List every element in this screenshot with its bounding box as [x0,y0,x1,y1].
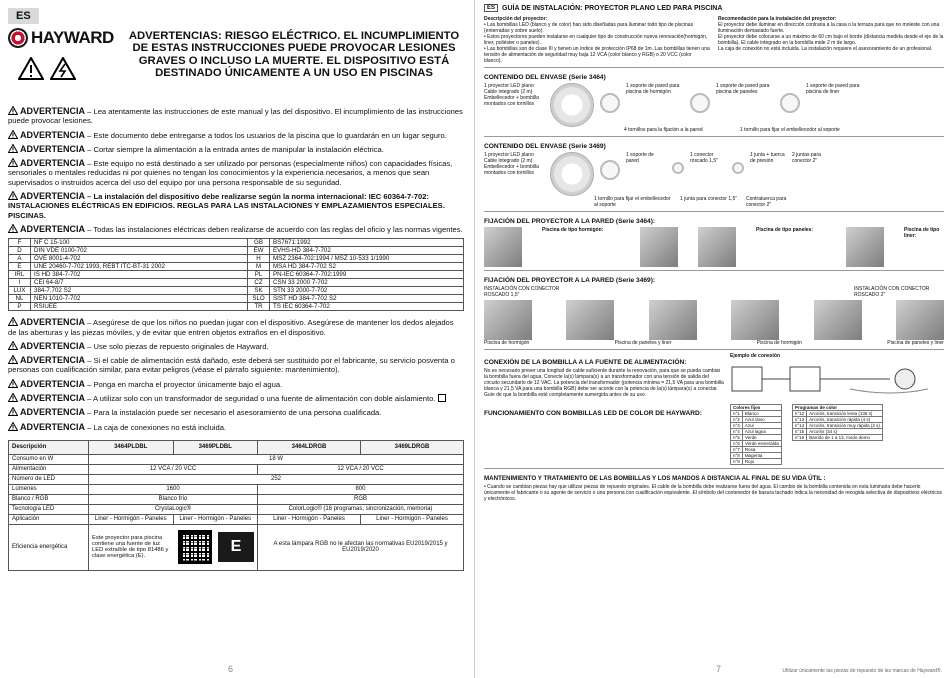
table-row: Eficiencia energética Este proyector para piscina contiene una fuente de luz LED extraíble de tipo 81486 y clase energética (E). E A esta lámpara RGB no le afectan las normativas EU2019/2015 y EU2019/2020 [9,524,464,570]
country-code: NL [9,295,31,303]
standard-ref: 384-7.702 S2 [31,287,248,295]
kit-3464: 1 proyector LED plano Cable integrado (2 m) Embellecedor + bombilla montados con tornillos 1 soporte de pared para piscina de hormigón 1 soporte de pared para piscina de paneles 1 soporte de pared para piscina de liner [484,83,944,127]
warning-icon [8,422,18,431]
connector-1-5 [672,162,684,174]
warning-icon [8,407,18,416]
warning-item: ADVERTENCIA – Cortar siempre la alimentación a la entrada antes de manipular la instalación eléctrica. [8,144,464,154]
standard-ref: IS HD 384-7-702 [31,271,248,279]
standard-ref: TS IEC 60364-7-702 [270,303,464,311]
warning-icon [8,144,18,153]
standards-row [9,263,464,271]
country-code: M [248,263,270,271]
section-title: CONTENIDO DEL ENVASE (Serie 3464) [484,74,606,81]
warning-item: ADVERTENCIA – La instalación del dispositivo debe realizarse según la norma internacional: IEC 60364-7-702: INSTALACIONES ELÉCTRICAS EN EDIFICIOS. REGLAS PARA LAS INSTALACIONES Y EMPLAZAMIENTOS ESPECIALES. PISCINAS. [8,191,445,220]
standard-ref: MSA HD 384-7-702 S2 [270,263,464,271]
page-number: 7 [716,664,722,674]
hayward-logo-icon [8,28,28,48]
description-block: Descripción del proyector: • Las bombillas LED (blanco y de color) han sido diseñadas para iluminar todo tipo de piscinas (enterradas y sobre suelo). • Estos proyectores pueden instalarse en cualquier tipo de construcción nueva renovación(hormigón, liner, poliéster o paneles). • Las bombillas son de clase III y tienen un índice de protección IP68 de 1m. Las bombillas tienen una tensión de alimentación de seguridad muy baja 12 VCA (color blanco y RGB) o 20 VCC (color blanco). Recomendación para la instalación del proyector: El proyector debe iluminar en dirección contraria a la casa o la terraza para que no moleste con una iluminación demasiado fuerte. El proyector debe colocarse a un máximo de 60 cm bajo el borde (distancia medida desde el eje de la bombilla). El cable integrado en la bombilla mide 2 m de largo. La caja de conexión no está incluida. La instalación requiere el asesoramiento de un profesional. [484,16,944,64]
standard-ref: DIN VDE 0100-702 [31,247,248,255]
country-code: P [9,303,31,311]
wall-support [600,160,620,180]
standard-ref: NEN 1010-7-702 [31,295,248,303]
standards-row [9,239,464,247]
table-row: Aplicación Liner - Hormigón - Paneles Liner - Hormigón - Paneles Liner - Hormigón - Paneles Liner - Hormigón - Paneles [9,514,464,524]
connection-block: CONEXIÓN DE LA BOMBILLA A LA FUENTE DE ALIMENTACIÓN: No es necesario prever una longitud de cable suficiente durante la renovación, para que se pueda cambiar la bombilla fuera del agua. Conecte la(s) lámpara(s) a un transformador con una tensión de salida del circuito secundario de 12 VAC. La potencia del transformador (potencia mínima = 21,5 VA para una bombilla blanca y 21,5 VA para una bombilla RGB) debe ser acorde con la potencia de la(s) lámpara(s) a conectar. Guíe de que la bombilla esté completamente sumergida antes de su uso. Ejemplo de conexión [484,353,944,404]
standards-row [9,303,464,311]
lamp-image [550,83,594,127]
section-title: FUNCIONAMIENTO CON BOMBILLAS LED DE COLOR DE HAYWARD: [484,410,702,417]
country-code: CZ [248,279,270,287]
standard-ref: UNE 20460-7-702 1993, REBT ITC-BT-31 2002 [31,263,248,271]
kit-3469: 1 proyector LED plano Cable integrado (2 m) Embellecedor + bombilla montados con tornillos 1 soporte de pared 1 conector roscado 1,5" 1 junta + tuerca de presión 2 juntas para conector 2" [484,152,944,196]
warnings-top [8,106,464,234]
country-code: D [9,247,31,255]
energy-class-label: E [218,532,254,562]
rgb-note: A esta lámpara RGB no le afectan las normativas EU2019/2015 y EU2019/2020 [258,524,464,570]
warning-icon [8,379,18,388]
country-code: IRL [9,271,31,279]
page-divider [474,0,475,678]
standards-row [9,247,464,255]
warning-icon [8,224,18,233]
right-page: ES GUÍA DE INSTALACIÓN: PROYECTOR PLANO LED PARA PISCINA Descripción del proyector: • Las bombillas LED (blanco y de color) han sido diseñadas para iluminar todo tipo de piscinas (enterradas y sobre suelo). • Estos proyectores pueden instalarse en cualquier tipo de construcción nueva renovación(hormigón, liner, poliéster o paneles). • Las bombillas son de clase III y tienen un índice de protección IP68 de 1m. Las bombillas tienen una tensión de alimentación de seguridad muy baja 12 VCA (color blanco y RGB) o 20 VCC (color blanco). Recomendación para la instalación del proyector: El proyector debe iluminar en dirección contraria a la casa o la terraza para que no moleste con una iluminación demasiado fuerte. El proyector debe colocarse a un máximo de 60 cm bajo el borde (distancia medida desde el eje de la bombilla). El cable integrado en la bombilla mide 2 m de largo. La caja de conexión no está incluida. La instalación requiere el asesoramiento de un profesional. CONTENIDO DEL ENVASE (Serie 3464) 1 proyector LED plano Cable integrado (2 m) Embellecedor + bombilla montados con tornillos 1 soporte de pared para piscina de hormigón 1 soporte de pared para piscina de paneles 1 soporte de pared para piscina de liner 4 tornillos para la fijación a la pared 1 tornillo para fijar el embellecedor al soporte CONTENIDO DEL ENVASE (Serie 3469) 1 proyector LED plano Cable integrado (2 m) Embellecedor + bombilla montados con tornillos 1 soporte de pared 1 conector roscado 1,5" 1 junta + tuerca de presión 2 juntas para conector 2" 1 tornillo para fijar el embellecedor al soporte 1 junta para conector 1,5" Contratuerca para conector 2" FIJACIÓN DEL PROYECTOR A LA PARED (Serie 3464): Piscina de tipo hormigón: Piscina de tipo paneles: Piscina de tipo liner: FIJACIÓN DEL PROYECTOR A LA PARED (Serie 3469): INSTALACIÓN CON CONECTOR ROSCADO 1,5" INSTALACIÓN CON CONECTOR ROSCADO 2" Piscina de hormigón Piscina de paneles y liner Piscina de hormigón Piscina de paneles y liner CONEXIÓN DE LA BOMBILLA A LA FUENTE DE ALIMENTACIÓN: No es necesario prever una longitud de cable suficiente durante la renovación, para que se pueda cambiar la bombilla fuera del agua. Conecte la(s) lámpara(s) a un transformador con una tensión de salida del circuito secundario de 12 VAC. La potencia del transformador (potencia mínima = 21,5 VA para una bombilla blanca y 21,5 VA para una bombilla RGB) debe ser acorde con la potencia de la(s) lámpara(s) a conectar. Guíe de que la bombilla esté completamente sumergida antes de su uso. Ejemplo de conexión FUNCIONAMIENTO CON BOMBILLAS LED DE COLOR DE HAYWARD: Colores fijos n°1 Blanco n°2 Azul claro n°3 Azul n°4 Azul lagna n°5 Verde n°6 Verde esmeralda n°7 Rosa n°8 Magenta n°9 Rojo Programas de color n°12 Arcoíris, transición lenta (136 s) n°13 Arcoíris, transición rápida (4 s) n°14 Arcoíris, transición muy rápida (2 s) n°15 Arcoíris (34 s) n°16 Barrido de 1 a 13, modo demo MANTENIMIENTO Y TRATAMIENTO DE LAS BOMBILLAS Y LOS MANDOS A DISTANCIA AL FINAL DE SU VIDA ÚTIL : • Cuando se cambian piezas hay que utilizar piezas de repuesto originales. El cable de la bombilla debe realizarse fuera del agua. El cambio de la bombilla contenida en esta luminaria debe hacerlo únicamente el fabricante o su agente de servicio o una persona con cualificación equivalente. El símbolo del contenedor de basura tachado indica la necesidad de recogida selectiva de dispositivos eléctricos y electrónicos. 7 Utilizar únicamente las piezas de repuesto de las marcas de Hayward®. [484,4,944,674]
installation-photo [484,300,532,340]
country-code: I [9,279,31,287]
country-code: SK [248,287,270,295]
standard-ref: NF C 15-100 [31,239,248,247]
spec-table [8,440,464,571]
warning-item: ADVERTENCIA – Asegúrese de que los niños no puedan jugar con el dispositivo. Asegúrese de mantener los dedos alejados de las aberturas y las piezas móviles, y de evitar que entren objetos extraños en el dispositivo. [8,317,454,337]
header [8,28,464,106]
table-row: Tecnología LED CrystaLogic® ColorLogic® (16 programas, sincronización, memoria) [9,504,464,514]
section-title: MANTENIMIENTO Y TRATAMIENTO DE LAS BOMBILLAS Y LOS MANDOS A DISTANCIA AL FINAL DE SU VIDA ÚTIL : [484,475,826,482]
standards-row [9,295,464,303]
installation-photo [484,227,522,267]
warning-item: ADVERTENCIA – La caja de conexiones no está incluida. [8,422,464,432]
table-row: Consumo en W 18 W [9,454,464,464]
fix-3464-steps: Piscina de tipo hormigón: Piscina de tipo paneles: Piscina de tipo liner: [484,227,944,267]
standard-ref: BS7671:1992 [270,239,464,247]
standard-ref: MSZ 2364-702:1994 / MSZ 10-533 1/1990 [270,255,464,263]
table-row: Lúmenes 1600 800 [9,484,464,494]
standard-ref: PN-IEC 60364-7-702:1999 [270,271,464,279]
table-row: Blanco / RGB Blanco frío RGB [9,494,464,504]
section-title: CONTENIDO DEL ENVASE (Serie 3469) [484,143,606,150]
standards-table [8,238,464,311]
country-code: SLO [248,295,270,303]
standard-ref: EVHS-HD 384-7-702 [270,247,464,255]
left-page [0,0,474,678]
installation-photo [896,300,944,340]
colors-table: Colores fijos n°1 Blanco n°2 Azul claro n°3 Azul n°4 Azul lagna n°5 Verde n°6 Verde esmeralda n°7 Rosa n°8 Magenta n°9 Rojo [730,404,782,465]
standards-row [9,287,464,295]
wall-support-liner [780,93,800,113]
country-code: F [9,239,31,247]
installation-photo [566,300,614,340]
section-title: CONEXIÓN DE LA BOMBILLA A LA FUENTE DE ALIMENTACIÓN: [484,359,687,366]
brand-name: HAYWARD [31,28,114,47]
standards-row [9,271,464,279]
hayward-logo [8,28,124,48]
nut-gasket [732,162,744,174]
installation-photo [640,227,678,267]
table-row: Alimentación 12 VCA / 20 VCC 12 VCA / 20 VCC [9,464,464,474]
page-number: 6 [228,664,234,674]
fix-3469-steps: INSTALACIÓN CON CONECTOR ROSCADO 1,5" INSTALACIÓN CON CONECTOR ROSCADO 2" [484,286,930,298]
color-block [484,404,944,465]
warning-icon [8,393,18,402]
warning-item: ADVERTENCIA – Este documento debe entregarse a todos los usuarios de la piscina que lo guardarán en un lugar seguro. [8,130,464,140]
warning-triangle-icon [18,56,44,80]
warning-icon [8,106,18,115]
standards-row [9,255,464,263]
standard-ref: CEI 64-8/7 [31,279,248,287]
installation-photo [698,227,736,267]
installation-photo [814,300,862,340]
warning-item: ADVERTENCIA – Si el cable de alimentación está dañado, este deberá ser sustituido por el fabricante, su servicio posventa o personas con cualificación similar, para evitar peligros (véase el párrafo siguiente: mantenimiento). [8,355,455,375]
country-code: EW [248,247,270,255]
section-title: FIJACIÓN DEL PROYECTOR A LA PARED (Serie 3464): [484,218,656,225]
country-code: E [9,263,31,271]
standard-ref: ÖVE 8001-4-702 [31,255,248,263]
table-row: Número de LED 252 [9,474,464,484]
double-insulation-icon [438,394,446,402]
warning-item: ADVERTENCIA – Use solo piezas de repuesto originales de Hayward. [8,341,464,351]
standard-ref: CSN 33 2000 7-702 [270,279,464,287]
brand-block [8,28,124,106]
language-tab: ES [8,8,39,24]
qr-code-icon [178,530,212,564]
efficiency-text: Este proyector para piscina contiene una fuente de luz LED extraíble de tipo 81486 y clase energética (E). [92,535,169,560]
warning-icon [8,355,18,364]
country-code: A [9,255,31,263]
warnings-bottom [8,317,464,432]
warning-item: ADVERTENCIA – A utilizar solo con un transformador de seguridad o una fuente de alimentación con doble aislamiento. [8,393,464,403]
guide-title: ES GUÍA DE INSTALACIÓN: PROYECTOR PLANO LED PARA PISCINA [484,4,944,12]
warning-item: ADVERTENCIA – Lea atentamente las instrucciones de este manual y las del dispositivo. El incumplimiento de las instrucciones puede provocar lesiones. [8,106,463,126]
wiring-diagram [730,359,930,399]
programs-table: Programas de color n°12 Arcoíris, transición lenta (136 s) n°13 Arcoíris, transición rápida (4 s) n°14 Arcoíris, transición muy rápida (2 s) n°15 Arcoíris (34 s) n°16 Barrido de 1 a 13, modo demo [792,404,883,441]
standard-ref: STN 33 2000-7-702 [270,287,464,295]
standard-ref: RSIUEE [31,303,248,311]
electric-hazard-icon [50,56,76,80]
warning-icon [8,158,18,167]
installation-photo [649,300,697,340]
footer-note: Utilizar únicamente las piezas de repuesto de las marcas de Hayward®. [782,668,942,674]
country-code: H [248,255,270,263]
installation-photo [731,300,779,340]
warning-item: ADVERTENCIA – Todas las instalaciones eléctricas deben realizarse de acuerdo con las reglas del oficio y las normas vigentes. [8,224,464,234]
section-title: FIJACIÓN DEL PROYECTOR A LA PARED (Serie 3469): [484,277,656,284]
warning-icon [8,191,18,200]
standard-ref: SIST HD 384-7-702 S2 [270,295,464,303]
standards-row [9,279,464,287]
wall-support-concrete [600,93,620,113]
maintenance-text: • Cuando se cambian piezas hay que utilizar piezas de repuesto originales. El cable de la bombilla debe realizarse fuera del agua. El cambio de la bombilla contenida en esta luminaria debe hacerlo únicamente el fabricante o su agente de servicio o una persona con cualificación equivalente. El símbolo del contenedor de basura tachado indica la necesidad de recogida selectiva de dispositivos eléctricos y electrónicos. [484,484,943,502]
warning-item: ADVERTENCIA – Ponga en marcha el proyector únicamente bajo el agua. [8,379,464,389]
country-code: TR [248,303,270,311]
warning-item: ADVERTENCIA – Este equipo no está destinado a ser utilizado por personas (especialmente niños) con capacidades físicas, sensoriales o mentales reducidas ni por quienes no tengan los conocimientos y la experiencia necesarios, a menos que sean supervisados o instruidos acerca del uso del equipo por una persona responsable de su seguridad. [8,158,453,187]
installation-photo [846,227,884,267]
lamp-image [550,152,594,196]
country-code: LUX [9,287,31,295]
warning-icon [8,341,18,350]
country-code: GB [248,239,270,247]
header-title: ADVERTENCIAS: RIESGO ELÉCTRICO. EL INCUMPLIMIENTO DE ESTAS INSTRUCCIONES PUEDE PROVOCAR LESIONES GRAVES O INCLUSO LA MUERTE. EL DISPOSITIVO ESTÁ DESTINADO ÚNICAMENTE A UN USO EN PISCINAS [128,30,460,80]
wall-support-panels [690,93,710,113]
warning-icon [8,317,18,326]
warning-item: ADVERTENCIA – Para la instalación puede ser necesario el asesoramiento de una persona cualificada. [8,407,464,417]
hazard-symbols [18,56,124,80]
spec-header-row: Descripción 3464PLDBL 3469PLDBL 3464LDRGB 3469LDRGB [9,440,464,454]
country-code: PL [248,271,270,279]
warning-icon [8,130,18,139]
